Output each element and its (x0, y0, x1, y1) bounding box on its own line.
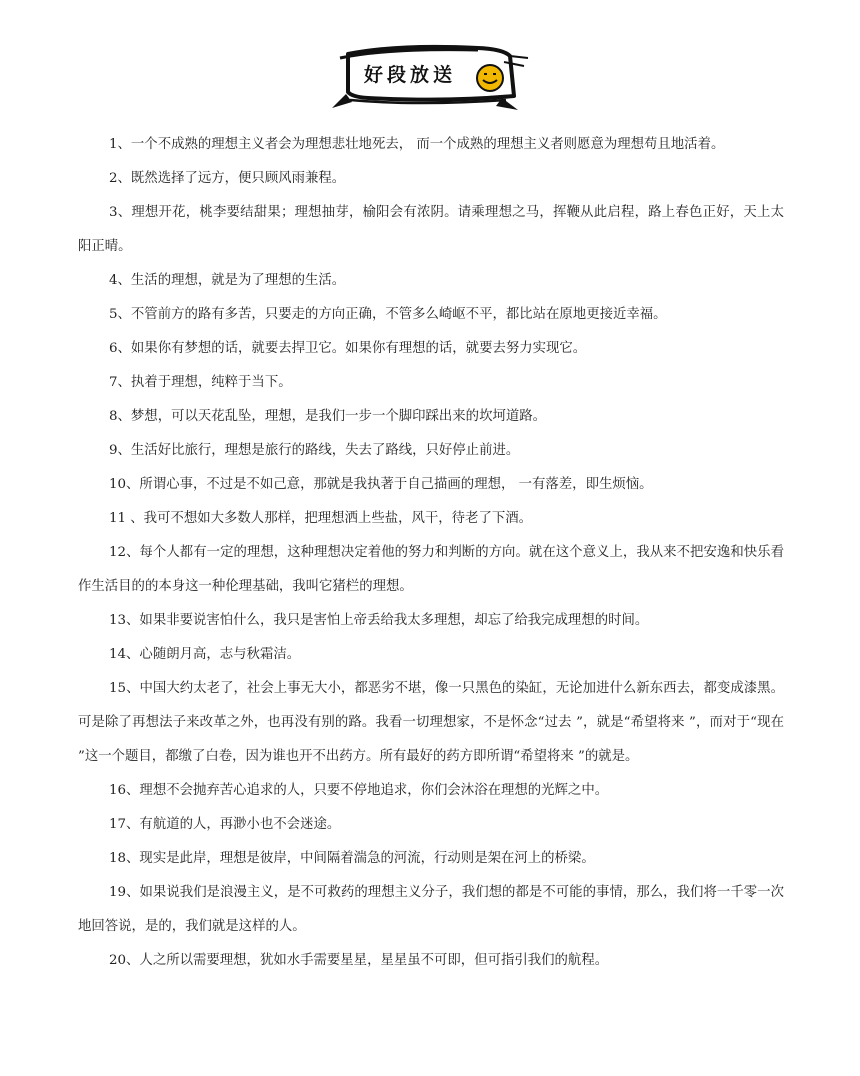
list-item: 1、一个不成熟的理想主义者会为理想悲壮地死去， 而一个成熟的理想主义者则愿意为理想苟且地活着。 (109, 137, 725, 152)
list-item: 16、理想不会抛弃苦心追求的人，只要不停地追求，你们会沐浴在理想的光辉之中。 (109, 783, 609, 798)
list-item: 15、中国大约太老了，社会上事无大小，都恶劣不堪，像一只黑色的染缸，无论加进什么新东西去，都变成漆黑。可是除了再想法子来改革之外，也再没有别的路。我看一切理想家，不是怀念“过去 ”，就是“希望将来 ”，而对于“现在 ”这一个题目，都缴了白卷，因为谁也开不出药方。所有最好的药方即所谓“希望将来 ”的就是。 (78, 681, 784, 764)
list-item: 20、人之所以需要理想，犹如水手需要星星，星星虽不可即，但可指引我们的航程。 (109, 953, 609, 968)
list-item: 5、不管前方的路有多苦，只要走的方向正确，不管多么崎岖不平，都比站在原地更接近幸福。 (109, 307, 667, 322)
list-item: 3、理想开花，桃李要结甜果；理想抽芽，榆阳会有浓阴。请乘理想之马，挥鞭从此启程，路上春色正好，天上太阳正晴。 (78, 205, 784, 254)
list-item: 12、每个人都有一定的理想，这种理想决定着他的努力和判断的方向。就在这个意义上，我从来不把安逸和快乐看作生活目的的本身这一种伦理基础，我叫它猪栏的理想。 (78, 545, 784, 594)
list-item: 6、如果你有梦想的话，就要去捍卫它。如果你有理想的话，就要去努力实现它。 (109, 341, 587, 356)
list-item: 19、如果说我们是浪漫主义，是不可救药的理想主义分子，我们想的都是不可能的事情，那么，我们将一千零一次地回答说，是的，我们就是这样的人。 (78, 885, 784, 934)
list-item: 14、心随朗月高，志与秋霜洁。 (109, 647, 301, 662)
list-item: 10、所谓心事，不过是不如己意，那就是我执著于自己描画的理想， 一有落差，即生烦恼。 (109, 477, 653, 492)
section-banner (328, 36, 538, 116)
list-item: 11 、我可不想如大多数人那样，把理想洒上些盐，风干，待老了下酒。 (109, 511, 533, 526)
list-item: 2、既然选择了远方，便只顾风雨兼程。 (109, 171, 346, 186)
banner-title: 好段放送 (364, 64, 457, 86)
list-item: 13、如果非要说害怕什么，我只是害怕上帝丢给我太多理想，却忘了给我完成理想的时间。 (109, 613, 649, 628)
list-item: 17、有航道的人，再渺小也不会迷途。 (109, 817, 341, 832)
list-item: 9、生活好比旅行，理想是旅行的路线，失去了路线，只好停止前进。 (109, 443, 520, 458)
list-item: 18、现实是此岸，理想是彼岸，中间隔着湍急的河流，行动则是架在河上的桥梁。 (109, 851, 595, 866)
list-item: 4、生活的理想，就是为了理想的生活。 (109, 273, 346, 288)
list-item: 8、梦想，可以天花乱坠，理想，是我们一步一个脚印踩出来的坎坷道路。 (109, 409, 547, 424)
quote-list (78, 128, 784, 978)
list-item: 7、执着于理想，纯粹于当下。 (109, 375, 292, 390)
